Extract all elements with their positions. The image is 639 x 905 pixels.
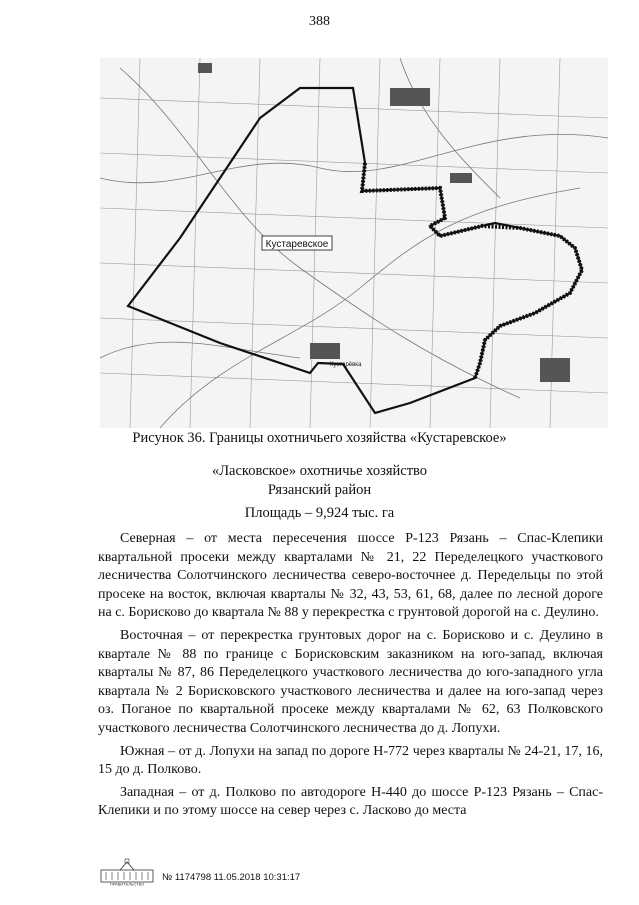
- footer: [100, 858, 360, 888]
- map-drawing: [100, 58, 608, 428]
- paragraph-south: Южная – от д. Лопухи на запад по дороге Н-772 через кварталы № 24-21, 17, 16, 15 до д. Полково.: [98, 743, 603, 778]
- section-district: Рязанский район: [267, 482, 372, 498]
- government-building-stamp-icon: [100, 858, 154, 886]
- figure-caption: Рисунок 36. Границы охотничьего хозяйства «Кустаревское»: [132, 430, 507, 446]
- page-number: 388: [309, 14, 330, 29]
- map-region-label: Кустаревское: [265, 239, 329, 250]
- section-title: «Ласковское» охотничье хозяйство: [211, 463, 428, 479]
- hunting-ground-map: [100, 58, 608, 428]
- paragraph-west: Западная – от д. Полково по автодороге Н-440 до шоссе Р-123 Рязань – Спас-Клепики и по этому шоссе на север через с. Ласково до места: [98, 784, 603, 819]
- paragraph-north: Северная – от места пересечения шоссе Р-123 Рязань – Спас-Клепики квартальной просеки между кварталами № 21, 22 Переделецкого участкового лесничества Солотчинского лесничества северо-восточнее д. Передельцы по этой просеке на восток, включая кварталы № 32, 43, 53, 61, 68, далее по лесной дороге на с. Борисково до квартала № 88 у перекрестка с грунтовой дорогой на с. Деулино.: [98, 531, 603, 621]
- document-registration: № 1174798 11.05.2018 10:31:17: [162, 872, 301, 883]
- section-heading: [0, 462, 639, 500]
- section-area: Площадь – 9,924 тыс. га: [244, 505, 395, 521]
- map-town-label: Кустарёвка: [330, 362, 362, 368]
- paragraph-east: Восточная – от перекрестка грунтовых дорог на с. Борисково и с. Деулино в квартале № 88 по границе с Борисковским заказником на юго-запад, включая кварталы № 87, 86 Переделецкого участкового лесничества до юго-западного угла квартала № 2 Борисковского участкового лесничества и далее на юго-запад через оз. Поганое по квартальной просеке между кварталами № 62, 63 Полковского участкового лесничества Солотчинского лесничества до д. Лопухи.: [98, 627, 603, 736]
- stamp-text: ПРАВИТЕЛЬСТВО: [109, 881, 145, 886]
- boundary-description: [98, 530, 603, 825]
